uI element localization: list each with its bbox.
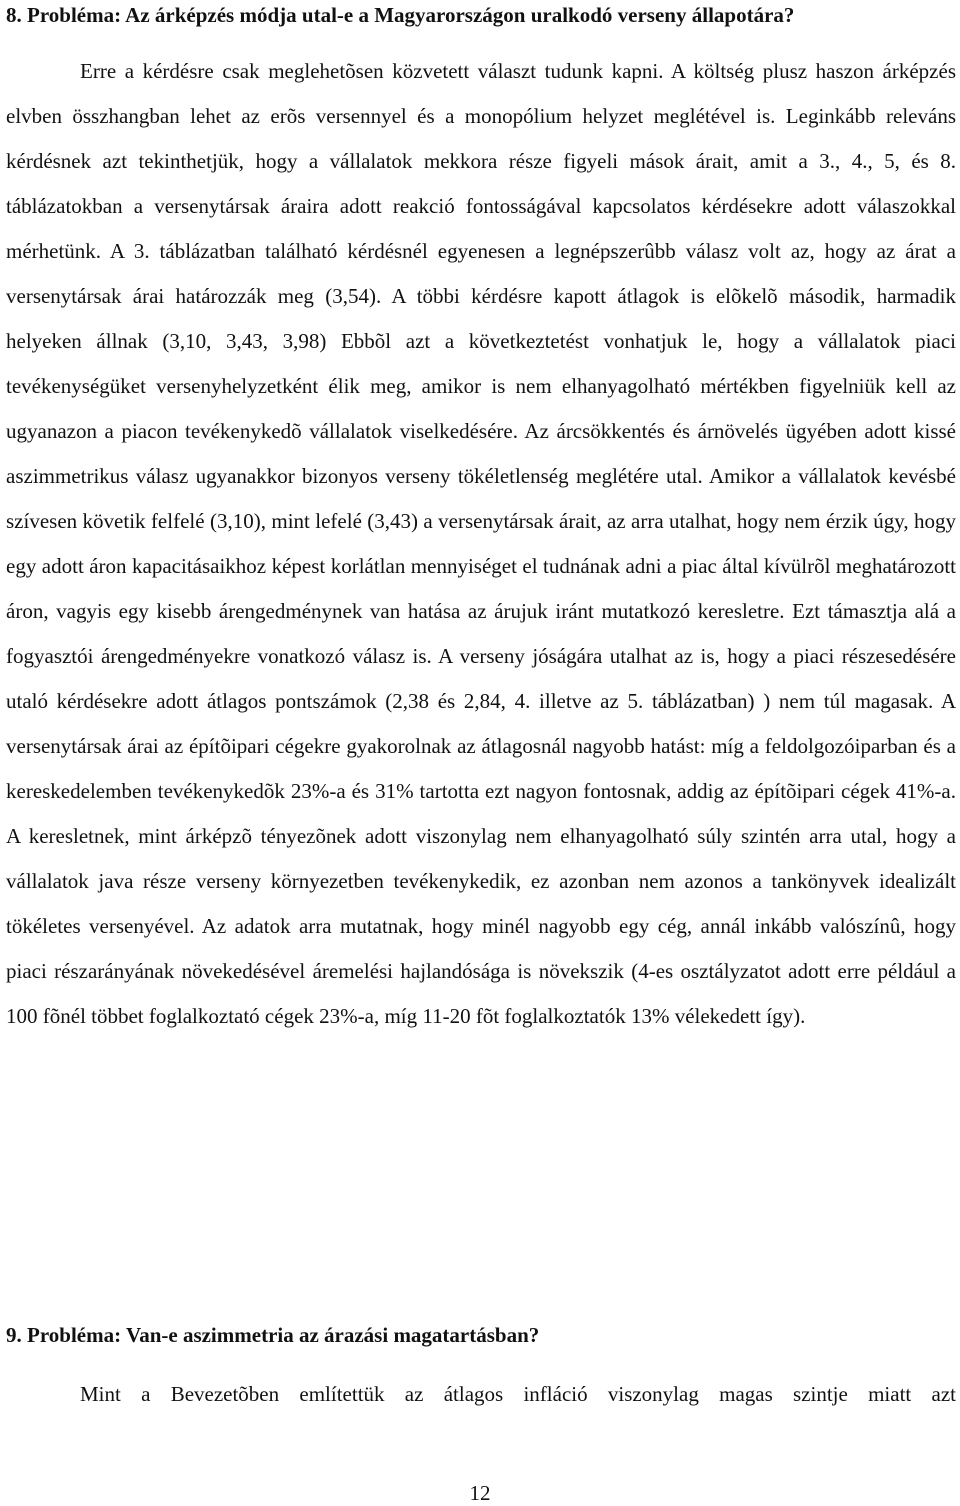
section-9-paragraph: Mint a Bevezetõben említettük az átlagos infláció viszonylag magas szintje miatt azt <box>80 1382 956 1406</box>
section-8-heading: 8. Probléma: Az árképzés módja utal-e a Magyarországon uralkodó verseny állapotára? <box>6 3 795 27</box>
page-number: 12 <box>469 1481 491 1505</box>
section-8-paragraph: Erre a kérdésre csak meglehetõsen közvetett választ tudunk kapni. A költség plusz haszon árképzés elvben összhangban lehet az erõs versennyel és a monopólium helyzet meglétével is. Leginkább releváns kérdésnek azt tekinthetjük, hogy a vállalatok mekkora része figyeli mások árait, amit a 3., 4., 5, és 8. táblázatokban a versenytársak áraira adott reakció fontosságával kapcsolatos kérdésekre adott válaszokkal mérhetünk. A 3. táblázatban található kérdésnél egyenesen a legnépszerûbb válasz volt az, hogy az árat a versenytársak árai határozzák meg (3,54). A többi kérdésre kapott átlagok is elõkelõ második, harmadik helyeken állnak (3,10, 3,43, 3,98) Ebbõl azt a következtetést vonhatjuk le, hogy a vállalatok piaci tevékenységüket versenyhelyzetként élik meg, amikor is nem elhanyagolható mértékben figyelniük kell az ugyanazon a piacon tevékenykedõ vállalatok viselkedésére. Az árcsökkentés és árnövelés ügyében adott kissé aszimmetrikus válasz ugyanakkor bizonyos verseny tökéletlenség meglétére utal. Amikor a vállalatok kevésbé szívesen követik felfelé (3,10), mint lefelé (3,43) a versenytársak árait, az arra utalhat, hogy nem érzik úgy, hogy egy adott áron kapacitásaikhoz képest korlátlan mennyiséget el tudnának adni a piac által kívülrõl meghatározott áron, vagyis egy kisebb árengedménynek van hatása az árujuk iránt mutatkozó keresletre. Ezt támasztja alá a fogyasztói árengedményekre vonatkozó válasz is. A verseny jóságára utalhat az is, hogy a piaci részesedésére utaló kérdésekre adott átlagos pontszámok (2,38 és 2,84, 4. illetve az 5. táblázatban) ) nem túl magasak. A versenytársak árai az építõipari cégekre gyakorolnak az átlagosnál nagyobb hatást: míg a feldolgozóiparban és a kereskedelemben tevékenykedõk 23%-a és 31% tartotta ezt nagyon fontosnak, addig az építõipari cégek 41%-a. A keresletnek, mint árképzõ tényezõnek adott viszonylag nem elhanyagolható súly szintén arra utal, hogy a vállalatok java része verseny környezetben tevékenykedik, ez azonban nem azonos a tankönyvek idealizált tökéletes versenyével. Az adatok arra mutatnak, hogy minél nagyobb egy cég, annál inkább valószínû, hogy piaci részarányának növekedésével áremelési hajlandósága is növekszik (4-es osztályzatot adott erre például a 100 fõnél többet foglalkoztató cégek 23%-a, míg 11-20 fõt foglalkoztatók 13% vélekedett így). <box>6 59 956 1028</box>
section-9-heading: 9. Probléma: Van-e aszimmetria az árazási magatartásban? <box>6 1323 540 1347</box>
